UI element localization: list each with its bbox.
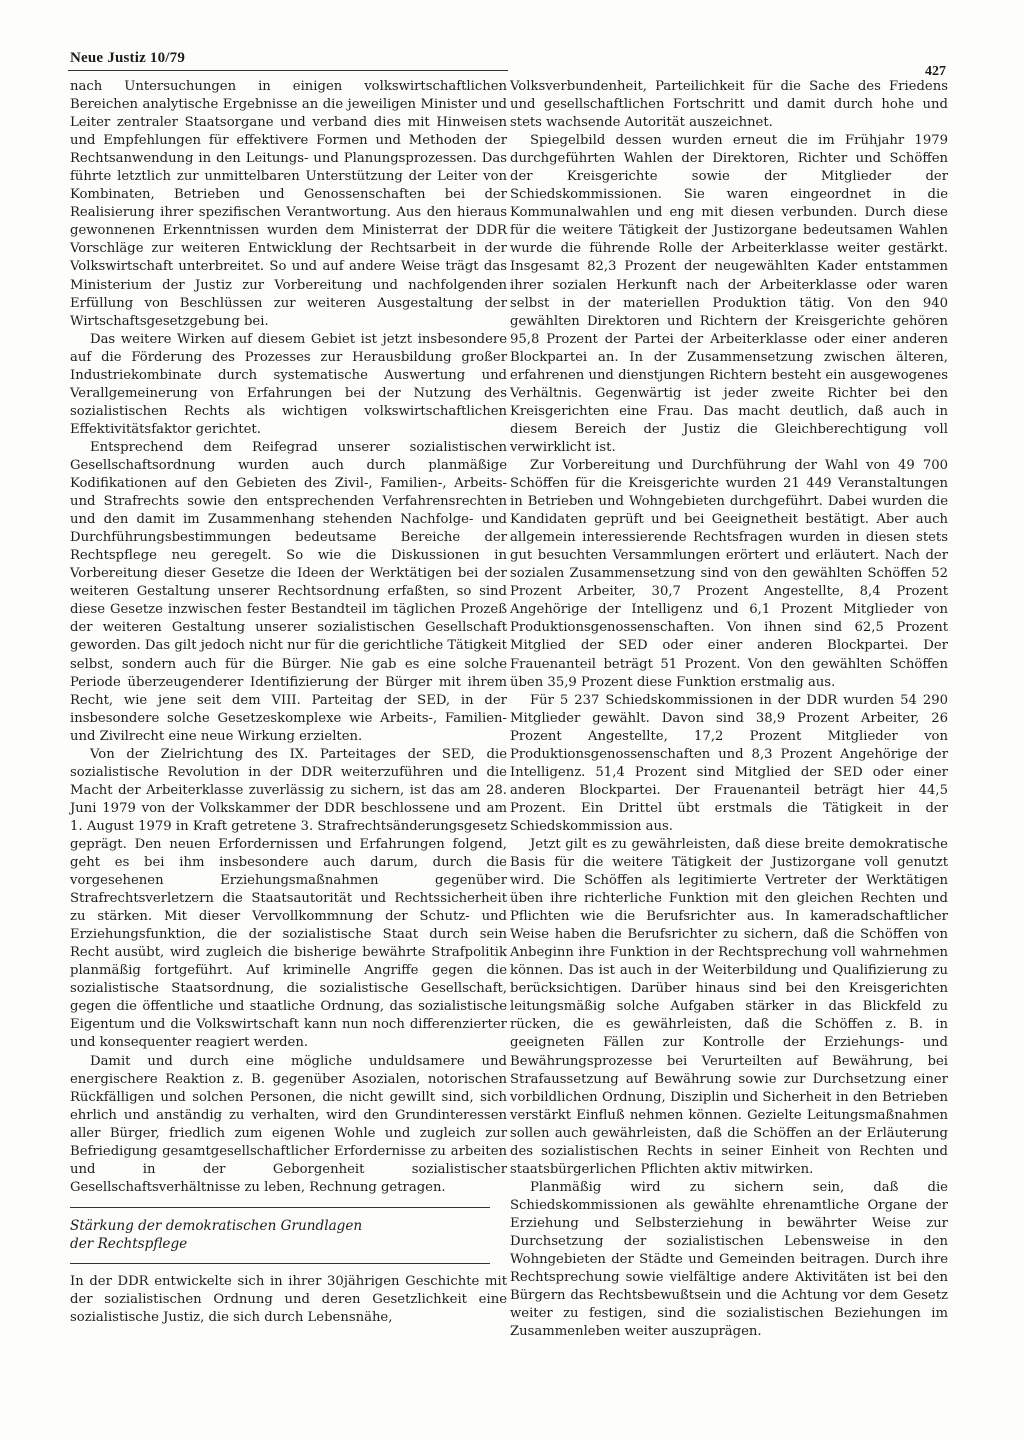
left-column — [70, 78, 507, 1327]
section-divider — [70, 1263, 490, 1264]
paragraph: Volksverbundenheit, Parteilichkeit für die Sache des Friedens und gesellschaftlichen Fortschritt und damit durch hohe und stets wachsende Autorität auszeichnet. — [510, 79, 948, 131]
page-number: 427 — [925, 64, 946, 79]
header-rule — [68, 70, 508, 71]
paragraph: Spiegelbild dessen wurden erneut die im Frühjahr 1979 durchgeführten Wahlen der Direktoren, Richter und Schöffen der Kreisgerichte sowie der Mitglieder der Schiedskommissionen. Sie waren eingeordnet in die Kommunalwahlen und eng mit diesen verbunden. Durch diese für die weitere Tätigkeit der Justizorgane bedeutsamen Wahlen wurde die führende Rolle der Arbeiterklasse weiter gestärkt. Insgesamt 82,3 Prozent der neugewählten Kader entstammen ihrer sozialen Herkunft nach der Arbeiterklasse oder waren selbst in der materiellen Produktion tätig. Von den 940 gewählten Direktoren und Richtern der Kreisgerichte gehören 95,8 Prozent der Partei der Arbeiterklasse oder einer anderen Blockpartei an. In der Zusammensetzung zwischen älteren, erfahrenen und dienstjungen Richtern besteht ein ausgewogenes Verhältnis. Gegenwärtig ist jeder zweite Richter bei den Kreisgerichten eine Frau. Das macht deutlich, daß auch in diesem Bereich der Justiz die Gleichberechtigung voll verwirklicht ist. — [510, 133, 948, 455]
section-heading — [70, 1217, 507, 1253]
section-heading-line: der Rechtspflege — [70, 1235, 188, 1252]
paragraph: Damit und durch eine mögliche unduldsamere und energischere Reaktion z. B. gegenüber Asozialen, notorischen Rückfälligen und solchen Personen, die nicht gewillt sind, sich ehrlich und anständig zu verhalten, wird den Grundinteressen aller Bürger, friedlich zum eigenen Wohle und zugleich zur Befriedigung gesamtgesellschaftlicher Erfordernisse zu arbeiten und in der Geborgenheit sozialistischer Gesellschaftsverhältnisse zu leben, Rechnung getragen. — [70, 1053, 507, 1195]
running-head: Neue Justiz 10/79 — [70, 50, 186, 66]
paragraph: In der DDR entwickelte sich in ihrer 30jährigen Geschichte mit der sozialistischen Ordnung und deren Gesetzlichkeit eine sozialistische Justiz, die sich durch Lebensnähe, — [70, 1273, 507, 1325]
paragraph: Entsprechend dem Reifegrad unserer sozialistischen Gesellschaftsordnung wurden auch durch planmäßige Kodifikationen auf den Gebieten des Zivil-, Familien-, Arbeits- und Strafrechts sowie den entsprechenden Verfahrensrechten und den damit im Zusammenhang stehenden Nachfolge- und Durchführungsbestimmungen bedeutsame Bereiche der Rechtspflege neu geregelt. So wie die Diskussionen in Vorbereitung dieser Gesetze die Ideen der Werktätigen bei der weiteren Gestaltung unserer Rechtsordnung erfaßten, so sind diese Gesetze inzwischen fester Bestandteil im täglichen Prozeß der weiteren Gestaltung unserer sozialistischen Gesellschaft geworden. Das gilt jedoch nicht nur für die gerichtliche Tätigkeit selbst, sondern auch für die Bürger. Nie gab es eine solche Periode überzeugenderer Identifizierung der Bürger mit ihrem Recht, wie jene seit dem VIII. Parteitag der SED, in der insbesondere solche Gesetzeskomplexe wie Arbeits-, Familien- und Zivilrecht eine neue Wirkung erzielten. — [70, 439, 507, 744]
paragraph: Das weitere Wirken auf diesem Gebiet ist jetzt insbesondere auf die Förderung des Prozesses zur Herausbildung großer Industriekombinate durch systematische Auswertung und Verallgemeinerung von Erfahrungen bei der Nutzung des sozialistischen Rechts als wichtigen volkswirtschaftlichen Effektivitätsfaktor gerichtet. — [70, 331, 507, 437]
right-column — [510, 78, 948, 1341]
paragraph: Für 5 237 Schiedskommissionen in der DDR wurden 54 290 Mitglieder gewählt. Davon sind 38,9 Prozent Arbeiter, 26 Prozent Angestellte, 17,2 Prozent Mitglieder von Produktionsgenossenschaften und 8,3 Prozent Angehörige der Intelligenz. 51,4 Prozent sind Mitglied der SED oder einer anderen Blockpartei. Der Frauenanteil beträgt hier 44,5 Prozent. Ein Drittel übt erstmals die Tätigkeit in der Schiedskommission aus. — [510, 692, 948, 834]
paragraph: Zur Vorbereitung und Durchführung der Wahl von 49 700 Schöffen für die Kreisgerichte wurden 21 449 Veranstaltungen in Betrieben und Wohngebieten durchgeführt. Dabei wurden die Kandidaten geprüft und bei Geeignetheit bestätigt. Aber auch allgemein interessierende Rechtsfragen wurden in diesen stets gut besuchten Versammlungen erörtert und erläutert. Nach der sozialen Zusammensetzung sind von den gewählten Schöffen 52 Prozent Arbeiter, 30,7 Prozent Angestellte, 8,4 Prozent Angehörige der Intelligenz und 6,1 Prozent Mitglieder von Produktionsgenossenschaften. Von ihnen sind 62,5 Prozent Mitglied der SED oder einer anderen Blockpartei. Der Frauenanteil beträgt 51 Prozent. Von den gewählten Schöffen üben 35,9 Prozent diese Funktion erstmalig aus. — [510, 457, 948, 690]
paragraph: Planmäßig wird zu sichern sein, daß die Schiedskommissionen als gewählte ehrenamtliche Organe der Erziehung und Selbsterziehung in bewährter Weise zur Durchsetzung der sozialistischen Lebensweise in den Wohngebieten der Städte und Gemeinden beitragen. Durch ihre Rechtsprechung sowie vielfältige andere Aktivitäten ist bei den Bürgern das Rechtsbewußtsein und die Achtung vor dem Gesetz weiter zu festigen, sind die sozialistischen Beziehungen im Zusammenleben weiter auszuprägen. — [510, 1179, 948, 1340]
section-heading-line: Stärkung der demokratischen Grundlagen — [70, 1217, 363, 1234]
section-divider — [70, 1207, 490, 1208]
paragraph: nach Untersuchungen in einigen volkswirtschaftlichen Bereichen analytische Ergebnisse an die jeweiligen Minister und Leiter zentraler Staatsorgane und verband dies mit Hinweisen und Empfehlungen für effektivere Formen und Methoden der Rechtsanwendung in den Leitungs- und Planungsprozessen. Das führte letztlich zur unmittelbaren Unterstützung der Leiter von Kombinaten, Betrieben und Genossenschaften bei der Realisierung ihrer spezifischen Verantwortung. Aus den hieraus gewonnenen Erkenntnissen wurden dem Ministerrat der DDR Vorschläge zur weiteren Entwicklung der Rechtsarbeit in der Volkswirtschaft unterbreitet. So und auf andere Weise trägt das Ministerium der Justiz zur Vorbereitung und nachfolgenden Erfüllung von Beschlüssen zur weiteren Ausgestaltung der Wirtschaftsgesetzgebung bei. — [70, 79, 507, 329]
paragraph: Jetzt gilt es zu gewährleisten, daß diese breite demokratische Basis für die weitere Tätigkeit der Justizorgane voll genutzt wird. Die Schöffen als legitimierte Vertreter der Werktätigen üben ihre richterliche Funktion mit den gleichen Rechten und Pflichten wie die Berufsrichter aus. In kameradschaftlicher Weise haben die Berufsrichter zu sichern, daß die Schöffen von Anbeginn ihre Funktion in der Rechtsprechung voll wahrnehmen können. Das ist auch in der Weiterbildung und Qualifizierung zu berücksichtigen. Darüber hinaus sind bei den Kreisgerichten leitungsmäßig solche Aufgaben stärker in das Blickfeld zu rücken, die es gewährleisten, daß die Schöffen z. B. in geeigneten Fällen zur Kontrolle der Erziehungs- und Bewährungsprozesse bei Verurteilten auf Bewährung, bei Strafaussetzung auf Bewährung sowie zur Durchsetzung einer vorbildlichen Ordnung, Disziplin und Sicherheit in den Betrieben verstärkt Einfluß nehmen können. Gezielte Leitungsmaßnahmen sollen auch gewährleisten, daß die Schöffen an der Erläuterung des sozialistischen Rechts in seiner Einheit von Rechten und staatsbürgerlichen Pflichten aktiv mitwirken. — [510, 836, 948, 1177]
paragraph: Von der Zielrichtung des IX. Parteitages der SED, die sozialistische Revolution in der DDR weiterzuführen und die Macht der Arbeiterklasse zuverlässig zu sichern, ist das am 28. Juni 1979 von der Volkskammer der DDR beschlossene und am 1. August 1979 in Kraft getretene 3. Strafrechtsänderungsgesetz geprägt. Den neuen Erfordernissen und Erfahrungen folgend, geht es bei ihm insbesondere auch darum, durch die vorgesehenen Erziehungsmaßnahmen gegenüber Strafrechtsverletzern die Staatsautorität und Rechtssicherheit zu stärken. Mit dieser Vervollkommnung der Schutz- und Erziehungsfunktion, die der sozialistische Staat durch sein Recht ausübt, wird zugleich die bisherige bewährte Strafpolitik planmäßig fortgeführt. Auf kriminelle Angriffe gegen die sozialistische Staatsordnung, die sozialistische Gesellschaft, gegen die öffentliche und staatliche Ordnung, das sozialistische Eigentum und die Volkswirtschaft kann nun noch differenzierter und konsequenter reagiert werden. — [70, 746, 507, 1051]
